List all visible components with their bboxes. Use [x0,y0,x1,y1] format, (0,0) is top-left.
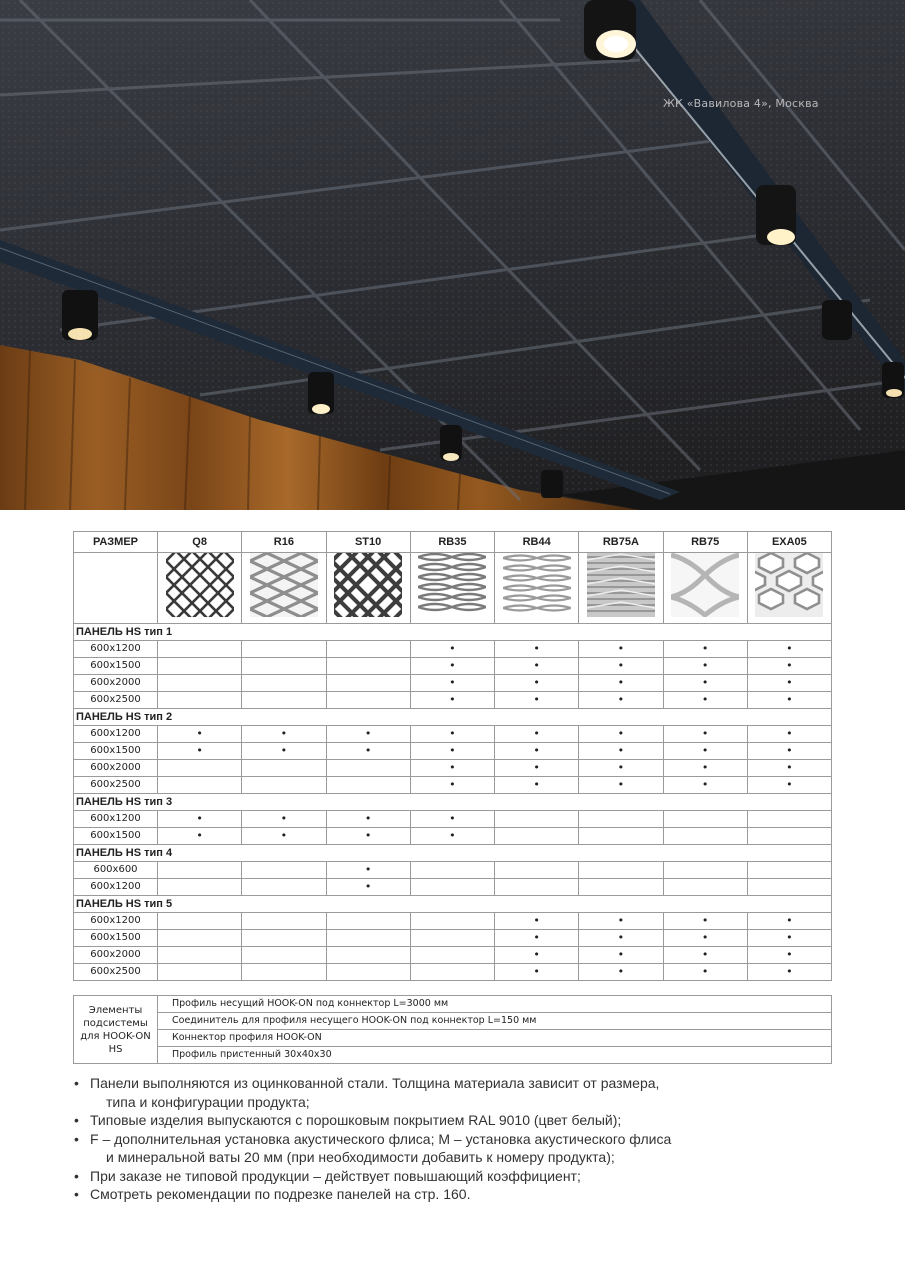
section-header-row [74,845,832,862]
subsystem-table [73,995,832,1064]
table-row [74,862,832,879]
note-item [74,1074,854,1111]
empty-cell [579,828,663,845]
table-row [74,930,832,947]
note-item [74,1185,854,1204]
empty-cell [326,964,410,981]
availability-dot: • [495,964,579,981]
photo-caption: ЖК «Вавилова 4», Москва [663,97,819,110]
table-header-row [74,532,832,553]
column-header: R16 [242,532,326,553]
empty-cell [242,692,326,709]
availability-dot: • [747,964,831,981]
availability-dot: • [410,641,494,658]
size-cell: 600x1200 [74,811,158,828]
empty-cell [579,862,663,879]
size-cell: 600x1500 [74,930,158,947]
empty-cell [410,862,494,879]
empty-cell [158,692,242,709]
availability-dot: • [495,743,579,760]
note-item [74,1130,854,1167]
size-cell: 600x2500 [74,692,158,709]
size-cell: 600x1200 [74,879,158,896]
availability-dot: • [579,760,663,777]
availability-dot: • [410,760,494,777]
availability-dot: • [579,726,663,743]
availability-dot: • [579,641,663,658]
table-row [74,828,832,845]
empty-cell [326,913,410,930]
empty-cell [158,930,242,947]
note-text-continued: и минеральной ваты 20 мм (при необходимости добавить к номеру продукта); [106,1149,615,1165]
size-cell: 600x1200 [74,726,158,743]
availability-dot: • [663,675,747,692]
empty-cell [326,947,410,964]
availability-dot: • [579,964,663,981]
note-text: Типовые изделия выпускаются с порошковым покрытием RAL 9010 (цвет белый); [90,1112,622,1128]
mesh-pattern-rb44-icon [503,553,571,617]
empty-cell [242,760,326,777]
note-text: F – дополнительная установка акустического флиса; М – установка акустического флиса [90,1130,672,1147]
availability-dot: • [410,658,494,675]
empty-cell [326,760,410,777]
empty-cell [158,658,242,675]
mesh-pattern-rb75-icon [671,553,739,617]
section-title: ПАНЕЛЬ HS тип 3 [74,794,832,811]
availability-dot: • [579,913,663,930]
empty-cell [747,862,831,879]
column-header-size: РАЗМЕР [74,532,158,553]
availability-dot: • [747,760,831,777]
availability-dot: • [410,675,494,692]
empty-cell [410,879,494,896]
size-cell: 600x600 [74,862,158,879]
column-header: EXA05 [747,532,831,553]
empty-cell [242,913,326,930]
section-header-row [74,794,832,811]
empty-cell [579,879,663,896]
empty-cell [242,879,326,896]
availability-dot: • [495,777,579,794]
mesh-pattern-rb35-icon [418,553,486,617]
subsystem-item: Соединитель для профиля несущего HOOK-ON под коннектор L=150 мм [158,1013,832,1030]
table-row [74,675,832,692]
availability-dot: • [579,743,663,760]
spotlight-icon [308,372,334,414]
column-header: ST10 [326,532,410,553]
availability-dot: • [663,930,747,947]
availability-dot: • [663,641,747,658]
availability-dot: • [579,777,663,794]
availability-dot: • [747,692,831,709]
availability-dot: • [326,726,410,743]
size-cell: 600x1200 [74,913,158,930]
availability-dot: • [747,726,831,743]
subsystem-item: Профиль несущий HOOK-ON под коннектор L=3000 мм [158,996,832,1013]
notes-list [74,1074,854,1204]
empty-cell [410,930,494,947]
column-header: RB35 [410,532,494,553]
section-header-row [74,709,832,726]
empty-cell [495,862,579,879]
empty-cell [158,862,242,879]
availability-dot: • [663,743,747,760]
availability-dot: • [410,726,494,743]
section-header-row [74,896,832,913]
availability-dot: • [747,658,831,675]
availability-dot: • [495,692,579,709]
availability-dot: • [747,930,831,947]
availability-dot: • [747,913,831,930]
table-row [74,760,832,777]
section-header-row [74,624,832,641]
empty-cell [747,879,831,896]
empty-cell [663,879,747,896]
note-text: При заказе не типовой продукции – действует повышающий коэффициент; [90,1167,581,1184]
availability-dot: • [747,641,831,658]
availability-dot: • [663,726,747,743]
availability-dot: • [579,930,663,947]
section-title: ПАНЕЛЬ HS тип 4 [74,845,832,862]
availability-dot: • [579,692,663,709]
size-cell: 600x2000 [74,760,158,777]
availability-dot: • [747,743,831,760]
availability-dot: • [579,658,663,675]
note-item [74,1111,854,1130]
availability-dot: • [495,641,579,658]
empty-cell [747,828,831,845]
empty-cell [495,879,579,896]
empty-cell [663,811,747,828]
empty-cell [747,811,831,828]
availability-dot: • [410,743,494,760]
column-header: RB75 [663,532,747,553]
availability-dot: • [242,743,326,760]
table-row [74,726,832,743]
availability-dot: • [242,811,326,828]
column-header: RB75A [579,532,663,553]
table-row [74,641,832,658]
availability-dot: • [158,743,242,760]
mesh-pattern-r16-icon [250,553,318,617]
empty-cell [326,692,410,709]
ceiling-illustration [0,0,905,510]
availability-dot: • [663,947,747,964]
empty-cell [495,811,579,828]
column-header: Q8 [158,532,242,553]
empty-cell [579,811,663,828]
mesh-pattern-row [74,553,832,624]
availability-dot: • [495,930,579,947]
size-cell: 600x1500 [74,743,158,760]
spotlight-icon [62,290,98,340]
availability-dot: • [410,692,494,709]
empty-cell [158,947,242,964]
note-text: Смотреть рекомендации по подрезке панелей на стр. 160. [90,1186,471,1202]
column-header: RB44 [495,532,579,553]
availability-dot: • [663,777,747,794]
section-title: ПАНЕЛЬ HS тип 1 [74,624,832,641]
availability-dot: • [158,811,242,828]
section-title: ПАНЕЛЬ HS тип 2 [74,709,832,726]
subsystem-item: Профиль пристенный 30х40х30 [158,1047,832,1064]
empty-cell [495,828,579,845]
empty-cell [326,675,410,692]
empty-cell [158,913,242,930]
availability-dot: • [410,811,494,828]
note-text-continued: типа и конфигурации продукта; [106,1093,310,1110]
empty-cell [158,675,242,692]
availability-dot: • [242,726,326,743]
empty-cell [158,964,242,981]
empty-cell [242,675,326,692]
mesh-pattern-rb75a-icon [587,553,655,617]
availability-dot: • [495,760,579,777]
empty-cell [410,964,494,981]
availability-dot: • [495,658,579,675]
availability-dot: • [579,675,663,692]
availability-dot: • [158,726,242,743]
availability-dot: • [663,913,747,930]
availability-dot: • [158,828,242,845]
empty-cell [158,777,242,794]
availability-dot: • [663,964,747,981]
empty-cell [326,930,410,947]
table-row [74,658,832,675]
availability-dot: • [663,692,747,709]
table-row [74,777,832,794]
availability-dot: • [410,777,494,794]
spotlight-icon [756,185,796,245]
empty-cell [663,828,747,845]
empty-cell [326,658,410,675]
note-item [74,1167,854,1186]
size-cell: 600x1500 [74,658,158,675]
availability-dot: • [326,828,410,845]
section-title: ПАНЕЛЬ HS тип 5 [74,896,832,913]
availability-dot: • [326,811,410,828]
hero-photo [0,0,905,510]
empty-cell [242,641,326,658]
availability-dot: • [663,760,747,777]
mesh-pattern-st10-icon [334,553,402,617]
empty-cell [242,658,326,675]
availability-dot: • [495,913,579,930]
size-cell: 600x2000 [74,675,158,692]
subsystem-label: Элементы подсистемы для HOOK-ON HS [74,996,158,1064]
availability-dot: • [747,777,831,794]
empty-cell [242,930,326,947]
empty-cell [326,641,410,658]
availability-dot: • [663,658,747,675]
spotlight-icon [440,425,462,461]
empty-cell [663,862,747,879]
table-row [74,811,832,828]
spotlight-icon [541,470,563,498]
availability-dot: • [579,947,663,964]
empty-cell [326,777,410,794]
table-row [74,947,832,964]
size-cell: 600x1200 [74,641,158,658]
table-row [74,964,832,981]
availability-dot: • [326,743,410,760]
table-row [74,692,832,709]
size-cell: 600x2000 [74,947,158,964]
availability-dot: • [242,828,326,845]
spotlight-icon [584,0,636,60]
size-cell: 600x2500 [74,777,158,794]
empty-cell [158,760,242,777]
availability-dot: • [326,862,410,879]
note-text: Панели выполняются из оцинкованной стали. Толщина материала зависит от размера, [90,1075,660,1091]
availability-dot: • [495,947,579,964]
mesh-pattern-exa05-icon [755,553,823,617]
availability-dot: • [495,726,579,743]
size-cell: 600x1500 [74,828,158,845]
empty-cell [158,641,242,658]
availability-dot: • [326,879,410,896]
availability-dot: • [747,675,831,692]
empty-cell [242,964,326,981]
subsystem-item: Коннектор профиля HOOK-ON [158,1030,832,1047]
empty-cell [242,862,326,879]
availability-dot: • [495,675,579,692]
empty-cell [242,947,326,964]
empty-cell [242,777,326,794]
availability-dot: • [410,828,494,845]
availability-dot: • [747,947,831,964]
empty-cell [410,947,494,964]
empty-cell [158,879,242,896]
size-cell: 600x2500 [74,964,158,981]
empty-cell [410,913,494,930]
table-row [74,913,832,930]
panel-availability-table [73,531,832,981]
table-row [74,879,832,896]
table-row [74,743,832,760]
mesh-pattern-q8-icon [166,553,234,617]
